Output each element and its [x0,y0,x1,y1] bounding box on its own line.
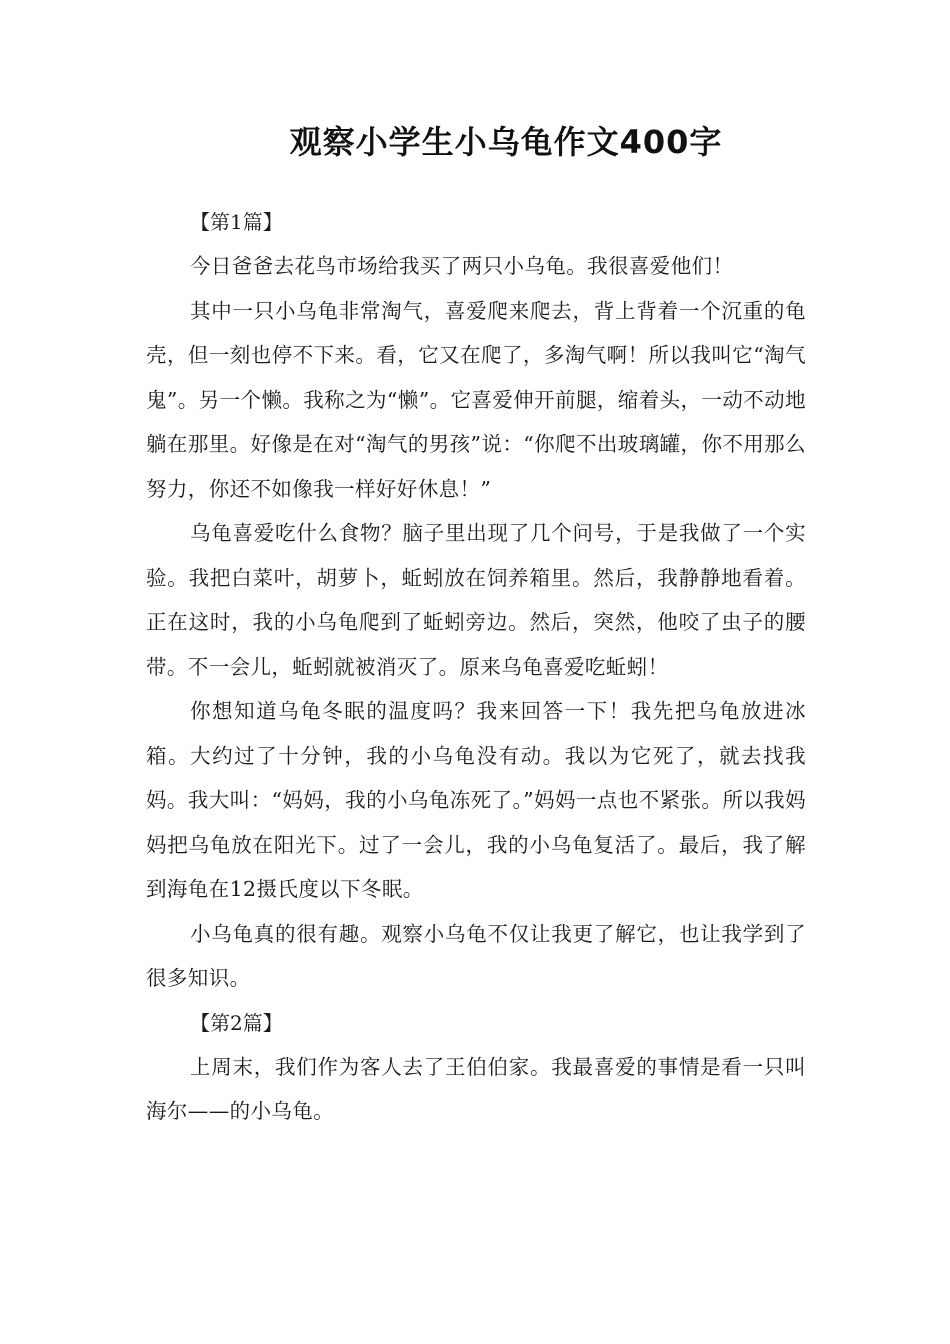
section-2 [146,1001,806,1134]
paragraph: 乌龟喜爱吃什么食物？脑子里出现了几个问号，于是我做了一个实验。我把白菜叶，胡萝卜，蚯蚓放在饲养箱里。然后，我静静地看着。正在这时，我的小乌龟爬到了蚯蚓旁边。然后，突然，他咬了虫子的腰带。不一会儿，蚯蚓就被消灭了。原来乌龟喜爱吃蚯蚓！ [146,521,806,679]
paragraph: 今日爸爸去花鸟市场给我买了两只小乌龟。我很喜爱他们！ [190,254,734,278]
document-page [146,0,806,1134]
paragraph: 小乌龟真的很有趣。观察小乌龟不仅让我更了解它，也让我学到了很多知识。 [146,921,806,990]
paragraph: 上周末，我们作为客人去了王伯伯家。我最喜爱的事情是看一只叫海尔——的小乌龟。 [146,1054,806,1123]
section-label: 【第1篇】 [190,210,283,234]
paragraph: 其中一只小乌龟非常淘气，喜爱爬来爬去，背上背着一个沉重的龟壳，但一刻也停不下来。看，它又在爬了，多淘气啊！所以我叫它“淘气鬼”。另一个懒。我称之为“懒”。它喜爱伸开前腿，缩着头，一动不动地躺在那里。好像是在对“淘气的男孩”说：“你爬不出玻璃罐，你不用那么努力，你还不如像我一样好好休息！” [146,298,806,501]
document-title: 观察小学生小乌龟作文400字 [289,123,723,161]
section-label: 【第2篇】 [190,1010,283,1035]
section-1 [146,200,806,1001]
paragraph: 你想知道乌龟冬眠的温度吗？我来回答一下！我先把乌龟放进冰箱。大约过了十分钟，我的小乌龟没有动。我以为它死了，就去找我妈。我大叫：“妈妈，我的小乌龟冻死了。”妈妈一点也不紧张。所以我妈妈把乌龟放在阳光下。过了一会儿，我的小乌龟复活了。最后，我了解到海龟在12摄氏度以下冬眠。 [146,699,806,901]
